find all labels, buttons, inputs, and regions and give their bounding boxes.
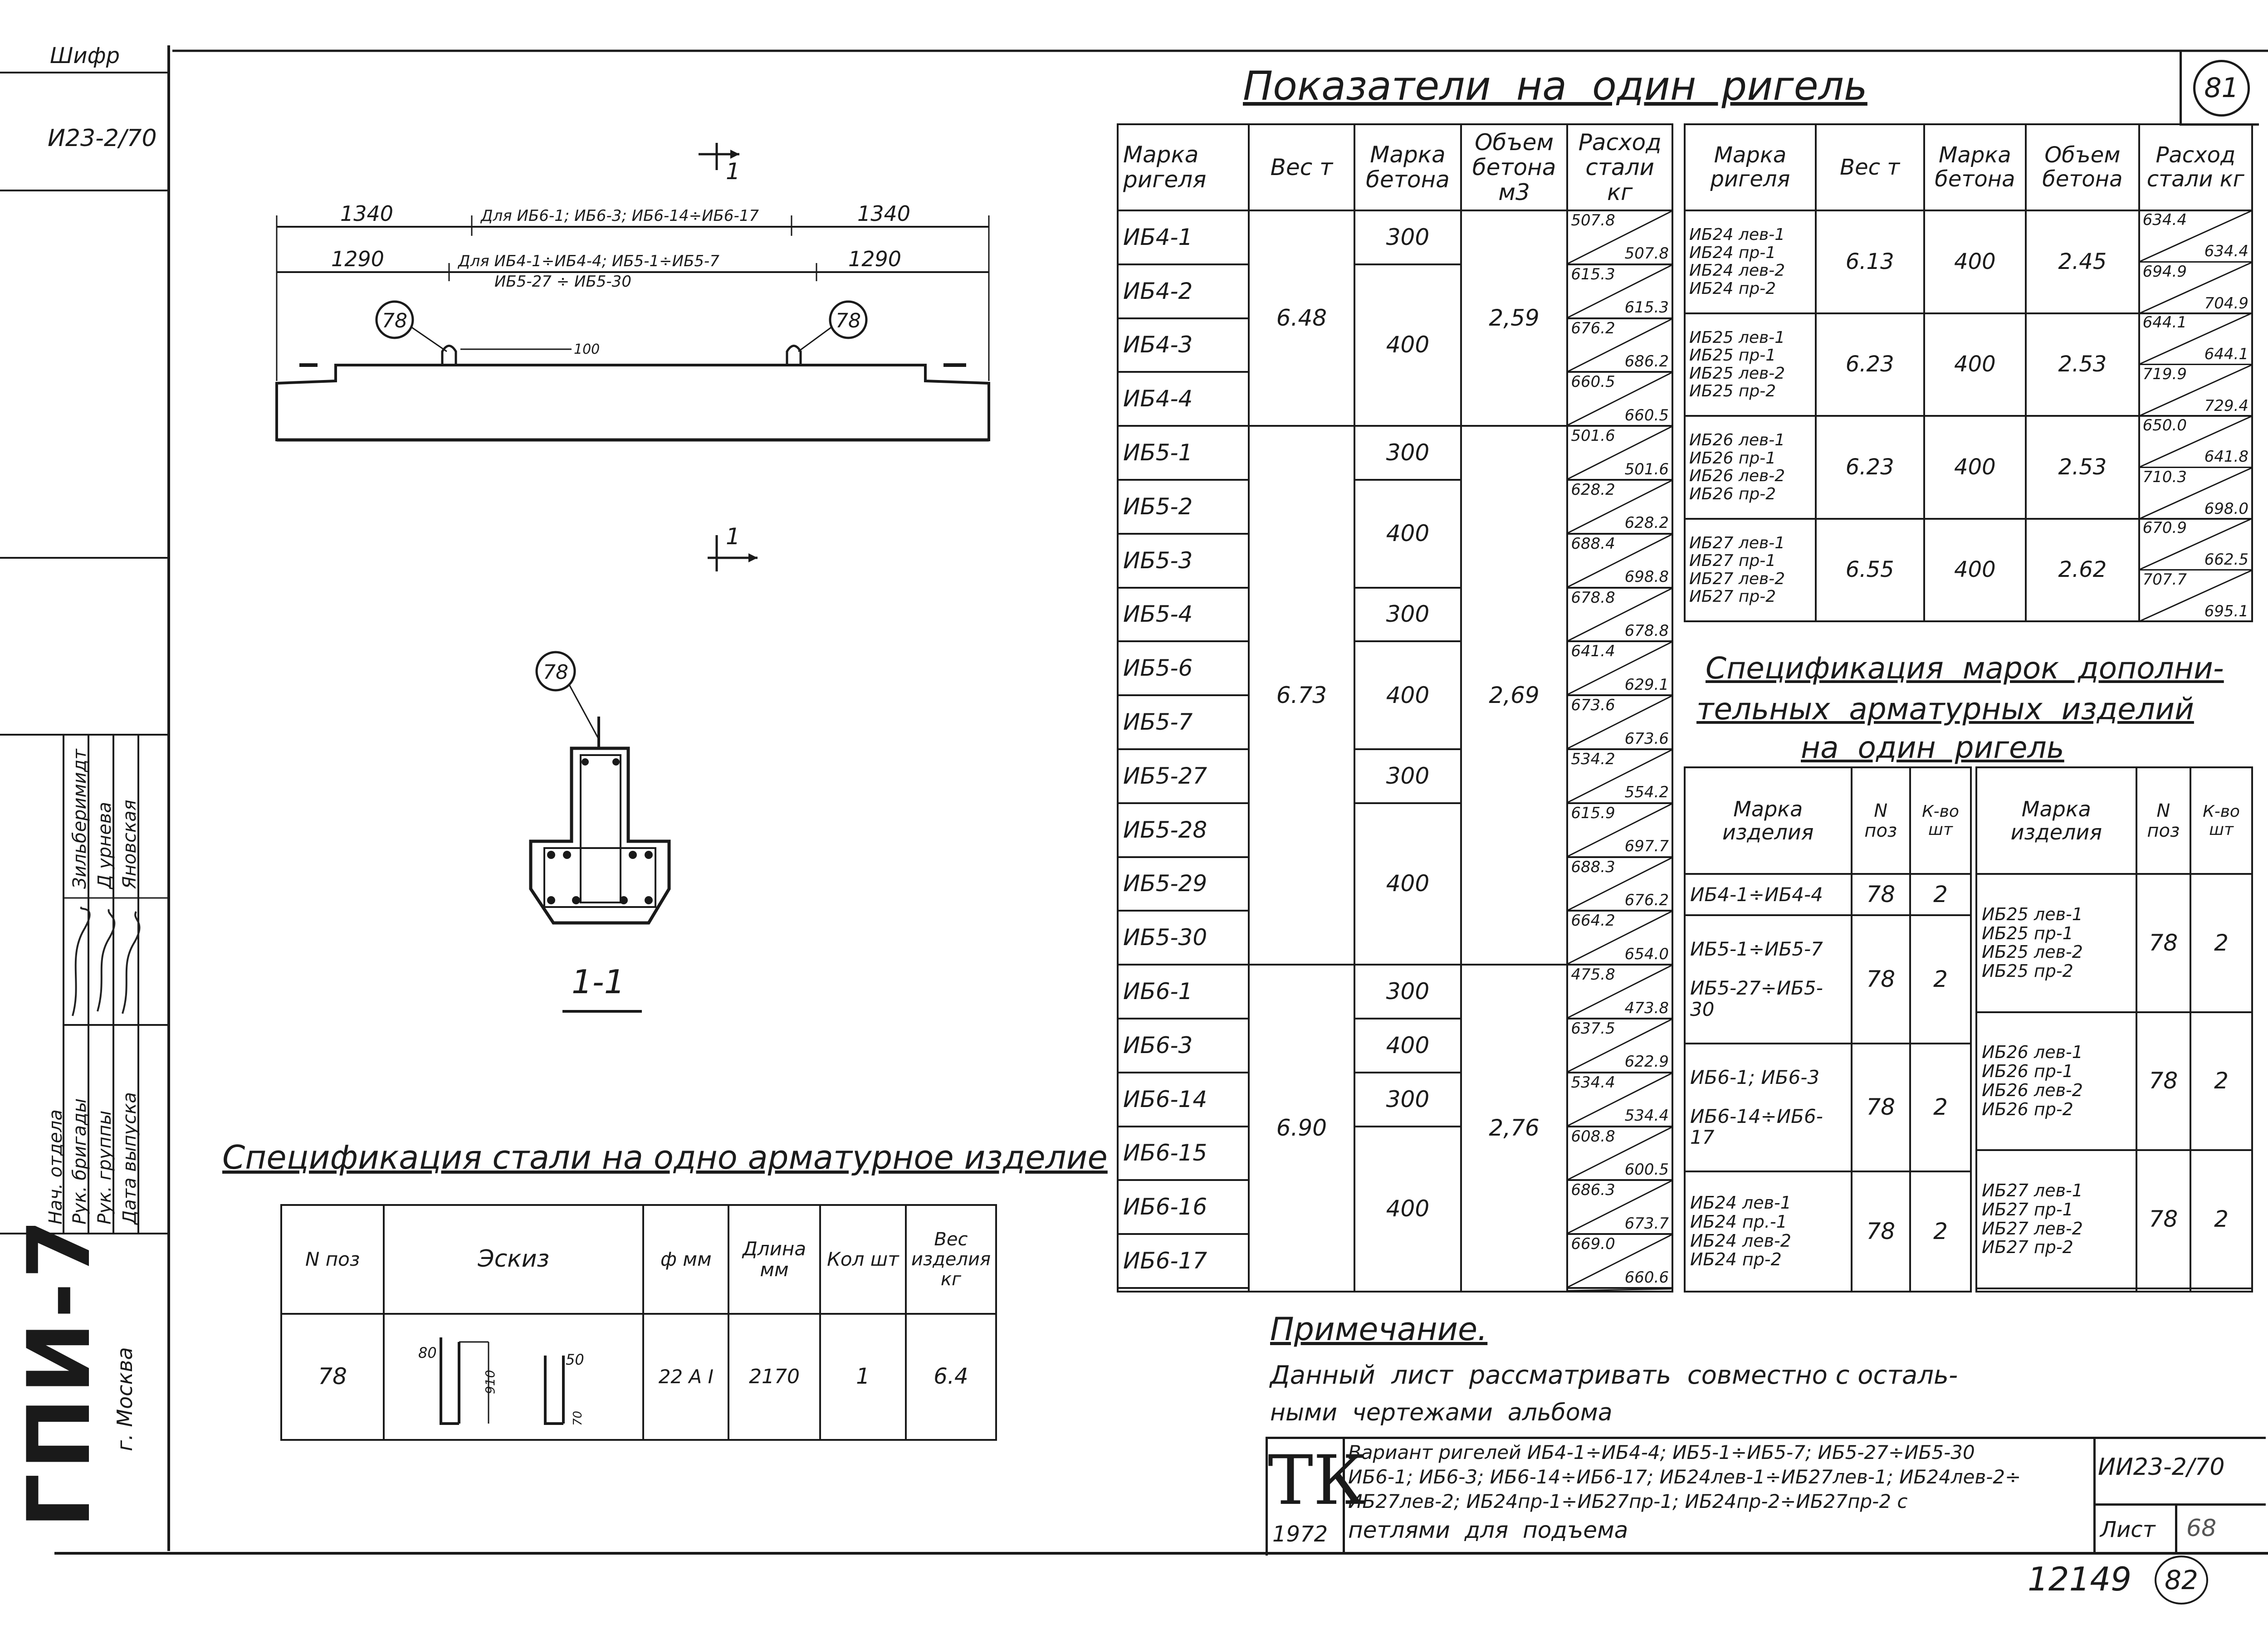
- add-poz: 78: [2136, 1012, 2191, 1151]
- steel-cell: 534.2 554.2: [1567, 749, 1672, 803]
- main-h-steel: Расход стали кг: [1567, 124, 1672, 210]
- dim-left-bot: 1290: [331, 247, 385, 271]
- steel-cell: 637.5 622.9: [1567, 1019, 1672, 1073]
- add-qty: 2: [1910, 1044, 1971, 1171]
- group-volume-2: 2,69: [1461, 426, 1568, 965]
- page-number-box: [2180, 51, 2259, 126]
- table-row: ИБ5-28: [1118, 803, 1249, 857]
- table-row: ИБ4-1÷ИБ4-4: [1685, 874, 1852, 915]
- steel-cell: 678.8 678.8: [1567, 588, 1672, 642]
- section-caption: 1-1: [572, 963, 625, 1001]
- steel-cell: 628.2 628.2: [1567, 480, 1672, 534]
- steel-spec-table: [280, 1204, 997, 1441]
- right-grade: 400: [1924, 313, 2026, 416]
- add-qty: 2: [2190, 1012, 2252, 1151]
- steel-cell: 534.4 534.4: [1567, 1073, 1672, 1127]
- grade-cell: 300: [1354, 965, 1461, 1019]
- add-h-mark-2: Марка изделия: [1976, 767, 2136, 874]
- dim-right-bot: 1290: [848, 247, 902, 271]
- steel-cell: 634.4 634.4 694.9 704.9: [2139, 210, 2252, 313]
- sidebar-role-2: Рук. бригады: [69, 1098, 90, 1224]
- add-h-poz-2: N поз: [2136, 767, 2191, 874]
- table-row: ИБ6-17: [1118, 1234, 1249, 1288]
- org-name: ГПИ-7: [9, 1215, 109, 1528]
- add-qty: 2: [1910, 1171, 1971, 1292]
- table-row: [1118, 1288, 1249, 1292]
- sketch-dim-c: 50: [566, 1351, 585, 1368]
- table-row: [1976, 1288, 2136, 1292]
- sheet-title: Показатели на один ригель: [1243, 63, 1867, 109]
- add-poz: 78: [1852, 874, 1910, 915]
- right-volume: 2.62: [2026, 519, 2139, 622]
- steel-qty: 1: [820, 1314, 906, 1440]
- table-row: ИБ4-1: [1118, 210, 1249, 264]
- right-weight: 6.23: [1816, 416, 1924, 519]
- add-poz: 78: [1852, 1171, 1910, 1292]
- right-h-grade: Марка бетона: [1924, 124, 2026, 210]
- right-volume: 2.45: [2026, 210, 2139, 313]
- table-row: ИБ5-27: [1118, 749, 1249, 803]
- table-row: ИБ6-16: [1118, 1180, 1249, 1234]
- note-title: Примечание.: [1270, 1311, 1488, 1348]
- right-weight: 6.13: [1816, 210, 1924, 313]
- steel-cell: 641.4 629.1: [1567, 641, 1672, 695]
- sidebar-header: Шифр: [50, 43, 120, 68]
- sidebar-role-3: Рук. группы: [94, 1110, 115, 1224]
- main-h-mark: Марка ригеля: [1118, 124, 1249, 210]
- sidebar-name-3: Яновская: [119, 800, 140, 889]
- grade-cell: 400: [1354, 480, 1461, 588]
- loop-height: 100: [574, 341, 600, 357]
- table-row: ИБ25 лев-1 ИБ25 пр-1 ИБ25 лев-2 ИБ25 пр-2: [1976, 874, 2136, 1012]
- add-qty: 2: [1910, 874, 1971, 915]
- steel-cell: 686.3 673.7: [1567, 1180, 1672, 1234]
- steel-cell: 507.8 507.8: [1567, 210, 1672, 264]
- main-h-weight: Вес т: [1249, 124, 1354, 210]
- add-qty-empty: [2190, 1288, 2252, 1292]
- main-h-grade: Марка бетона: [1354, 124, 1461, 210]
- table-row: ИБ6-15: [1118, 1127, 1249, 1180]
- steel-cell: 660.5 660.5: [1567, 372, 1672, 426]
- right-h-mark: Марка ригеля: [1685, 124, 1816, 210]
- add-spec-title-1: Спецификация марок дополни-: [1706, 651, 2224, 686]
- add-h-poz: N поз: [1852, 767, 1910, 874]
- page-number: 81: [2193, 60, 2250, 117]
- steel-cell: 475.8 473.8: [1567, 965, 1672, 1019]
- right-volume: 2.53: [2026, 416, 2139, 519]
- stamp-desc-3: ИБ27лев-2; ИБ24пр-1÷ИБ27пр-1; ИБ24пр-2÷ИБ27пр-2 с: [1348, 1490, 1908, 1512]
- table-row: ИБ26 лев-1 ИБ26 пр-1 ИБ26 лев-2 ИБ26 пр-2: [1685, 416, 1816, 519]
- steel-h-weight: Вес изделия кг: [906, 1205, 996, 1314]
- grade-cell: 300: [1354, 1073, 1461, 1127]
- add-qty: 2: [1910, 915, 1971, 1043]
- right-weight: 6.23: [1816, 313, 1924, 416]
- stamp-year: 1972: [1272, 1522, 1328, 1547]
- grade-cell: 300: [1354, 749, 1461, 803]
- dim-right-top: 1340: [857, 201, 911, 226]
- group-weight-3: 6.90: [1249, 965, 1354, 1292]
- note-line-2: ными чертежами альбома: [1270, 1399, 1613, 1426]
- right-weight: 6.55: [1816, 519, 1924, 622]
- grade-cell: 300: [1354, 210, 1461, 264]
- steel-sketch: [384, 1314, 643, 1440]
- table-row: ИБ5-4: [1118, 588, 1249, 642]
- table-row: ИБ4-4: [1118, 372, 1249, 426]
- steel-cell: 644.1 644.1 719.9 729.4: [2139, 313, 2252, 416]
- sidebar-signatures: [64, 902, 169, 1025]
- add-poz: 78: [1852, 1044, 1910, 1171]
- stamp-sheet-divider: [2175, 1503, 2177, 1553]
- table-row: ИБ25 лев-1 ИБ25 пр-1 ИБ25 лев-2 ИБ25 пр-2: [1685, 313, 1816, 416]
- stamp-divider: [2093, 1503, 2266, 1506]
- right-grade: 400: [1924, 416, 2026, 519]
- steel-cell: 615.9 697.7: [1567, 803, 1672, 857]
- section-mark-bottom: 1: [726, 523, 740, 550]
- add-h-qty: К-во шт: [1910, 767, 1971, 874]
- table-row: ИБ6-1; ИБ6-3 ИБ6-14÷ИБ6-17: [1685, 1044, 1852, 1171]
- stamp-code: ИИ23-2/70: [2098, 1454, 2225, 1481]
- steel-cell: 673.6 673.6: [1567, 695, 1672, 749]
- group-weight-1: 6.48: [1249, 210, 1354, 426]
- sidebar-role-1: Нач. отдела: [45, 1109, 66, 1224]
- stamp-desc-2: ИБ6-1; ИБ6-3; ИБ6-14÷ИБ6-17; ИБ24лев-1÷ИБ27лев-1; ИБ24лев-2÷: [1348, 1466, 2021, 1488]
- stamp-sheet-number: 68: [2186, 1515, 2217, 1542]
- table-row: ИБ5-1÷ИБ5-7 ИБ5-27÷ИБ5-30: [1685, 915, 1852, 1043]
- org-city: г. Москва: [112, 1347, 137, 1451]
- steel-cell: 664.2 654.0: [1567, 911, 1672, 965]
- add-spec-title-2: тельных арматурных изделий: [1696, 692, 2194, 727]
- sketch-dim-a: 80: [418, 1344, 437, 1361]
- stamp-sheet-label: Лист: [2100, 1517, 2156, 1542]
- steel-cell: 650.0 641.8 710.3 698.0: [2139, 416, 2252, 519]
- table-row: ИБ4-3: [1118, 318, 1249, 372]
- add-qty: 2: [2190, 1150, 2252, 1288]
- main-table: [1117, 123, 1673, 1293]
- right-table: [1684, 123, 2253, 622]
- section-callout: 78: [543, 661, 568, 684]
- steel-length: 2170: [728, 1314, 820, 1440]
- add-poz-empty: [2136, 1288, 2191, 1292]
- steel-bar-sketch: [391, 1315, 636, 1437]
- steel-cell: 676.2 686.2: [1567, 318, 1672, 372]
- table-row: ИБ26 лев-1 ИБ26 пр-1 ИБ26 лев-2 ИБ26 пр-2: [1976, 1012, 2136, 1151]
- table-row: ИБ5-6: [1118, 641, 1249, 695]
- steel-cell: 501.6 501.6: [1567, 426, 1672, 480]
- dim-left-top: 1340: [340, 201, 394, 226]
- sidebar-name-1: Зильберимидт: [69, 749, 90, 889]
- sketch-dim-b: 910: [483, 1370, 498, 1394]
- grade-cell: 300: [1354, 426, 1461, 480]
- add-spec-title-3: на один ригель: [1801, 730, 2064, 765]
- table-row: ИБ4-2: [1118, 264, 1249, 318]
- right-h-steel: Расход стали кг: [2139, 124, 2252, 210]
- steel-h-diam: ф мм: [643, 1205, 728, 1314]
- steel-weight: 6.4: [906, 1314, 996, 1440]
- right-grade: 400: [1924, 210, 2026, 313]
- add-spec-table-right: [1975, 766, 2253, 1293]
- table-row: ИБ5-3: [1118, 534, 1249, 588]
- steel-poz: 78: [281, 1314, 384, 1440]
- cross-section: [517, 635, 735, 1043]
- grade-cell: 400: [1354, 1127, 1461, 1292]
- table-row: ИБ5-2: [1118, 480, 1249, 534]
- grade-cell: 400: [1354, 803, 1461, 965]
- steel-h-qty: Кол шт: [820, 1205, 906, 1314]
- steel-spec-title: Спецификация стали на одно арматурное изделие: [222, 1138, 1108, 1176]
- note-line-1: Данный лист рассматривать совместно с осталь-: [1270, 1361, 1958, 1390]
- steel-cell: [1567, 1288, 1672, 1292]
- grade-cell: 400: [1354, 1019, 1461, 1073]
- grade-cell: 300: [1354, 588, 1461, 642]
- sidebar-code: И23-2/70: [48, 125, 157, 152]
- steel-diam: 22 А I: [643, 1314, 728, 1440]
- dim-mid-top: Для ИБ6-1; ИБ6-3; ИБ6-14÷ИБ6-17: [481, 207, 759, 225]
- grade-cell: 400: [1354, 641, 1461, 749]
- steel-h-sketch: Эскиз: [384, 1205, 643, 1314]
- add-poz: 78: [1852, 915, 1910, 1043]
- table-row: ИБ6-1: [1118, 965, 1249, 1019]
- table-row: ИБ5-30: [1118, 911, 1249, 965]
- table-row: ИБ27 лев-1 ИБ27 пр-1 ИБ27 лев-2 ИБ27 пр-2: [1685, 519, 1816, 622]
- table-row: ИБ24 лев-1 ИБ24 пр.-1 ИБ24 лев-2 ИБ24 пр-2: [1685, 1171, 1852, 1292]
- sidebar-name-2: Д урнева: [94, 802, 115, 889]
- stamp-logo: ТК: [1268, 1441, 1366, 1520]
- steel-cell: 670.9 662.5 707.7 695.1: [2139, 519, 2252, 622]
- grade-cell: 400: [1354, 264, 1461, 426]
- steel-cell: 688.3 676.2: [1567, 857, 1672, 911]
- sketch-dim-d: 70: [571, 1410, 585, 1426]
- stamp-desc-1: Вариант ригелей ИБ4-1÷ИБ4-4; ИБ5-1÷ИБ5-7; ИБ5-27÷ИБ5-30: [1348, 1441, 1975, 1463]
- bottom-handwritten: 12149: [2028, 1560, 2132, 1598]
- beam-elevation: [254, 127, 1034, 603]
- table-row: ИБ24 лев-1 ИБ24 пр-1 ИБ24 лев-2 ИБ24 пр-2: [1685, 210, 1816, 313]
- dim-mid-bot-2: ИБ5-27 ÷ ИБ5-30: [494, 273, 631, 291]
- steel-cell: 688.4 698.8: [1567, 534, 1672, 588]
- add-h-mark: Марка изделия: [1685, 767, 1852, 874]
- steel-cell: 615.3 615.3: [1567, 264, 1672, 318]
- table-row: ИБ6-14: [1118, 1073, 1249, 1127]
- stamp-desc-4: петлями для подъема: [1348, 1517, 1628, 1543]
- table-row: ИБ27 лев-1 ИБ27 пр-1 ИБ27 лев-2 ИБ27 пр-2: [1976, 1150, 2136, 1288]
- add-h-qty-2: К-во шт: [2190, 767, 2252, 874]
- dim-mid-bot-1: Для ИБ4-1÷ИБ4-4; ИБ5-1÷ИБ5-7: [458, 252, 719, 270]
- table-row: ИБ6-3: [1118, 1019, 1249, 1073]
- add-poz: 78: [2136, 874, 2191, 1012]
- loop-callout-left: 78: [382, 309, 407, 332]
- loop-callout-right: 78: [836, 309, 861, 332]
- section-mark-top: 1: [726, 158, 740, 185]
- steel-cell: 669.0 660.6: [1567, 1234, 1672, 1288]
- right-volume: 2.53: [2026, 313, 2139, 416]
- main-h-volume: Объем бетона м3: [1461, 124, 1568, 210]
- bottom-circled: 82: [2155, 1556, 2208, 1605]
- table-row: ИБ5-29: [1118, 857, 1249, 911]
- add-qty: 2: [2190, 874, 2252, 1012]
- steel-h-poz: N поз: [281, 1205, 384, 1314]
- table-row: ИБ5-7: [1118, 695, 1249, 749]
- group-volume-1: 2,59: [1461, 210, 1568, 426]
- right-h-volume: Объем бетона: [2026, 124, 2139, 210]
- right-grade: 400: [1924, 519, 2026, 622]
- sidebar-role-4: Дата выпуска: [119, 1092, 140, 1224]
- add-spec-table-left: [1684, 766, 1972, 1293]
- add-poz: 78: [2136, 1150, 2191, 1288]
- group-volume-3: 2,76: [1461, 965, 1568, 1292]
- right-h-weight: Вес т: [1816, 124, 1924, 210]
- group-weight-2: 6.73: [1249, 426, 1354, 965]
- steel-cell: 608.8 600.5: [1567, 1127, 1672, 1180]
- table-row: ИБ5-1: [1118, 426, 1249, 480]
- steel-h-length: Длина мм: [728, 1205, 820, 1314]
